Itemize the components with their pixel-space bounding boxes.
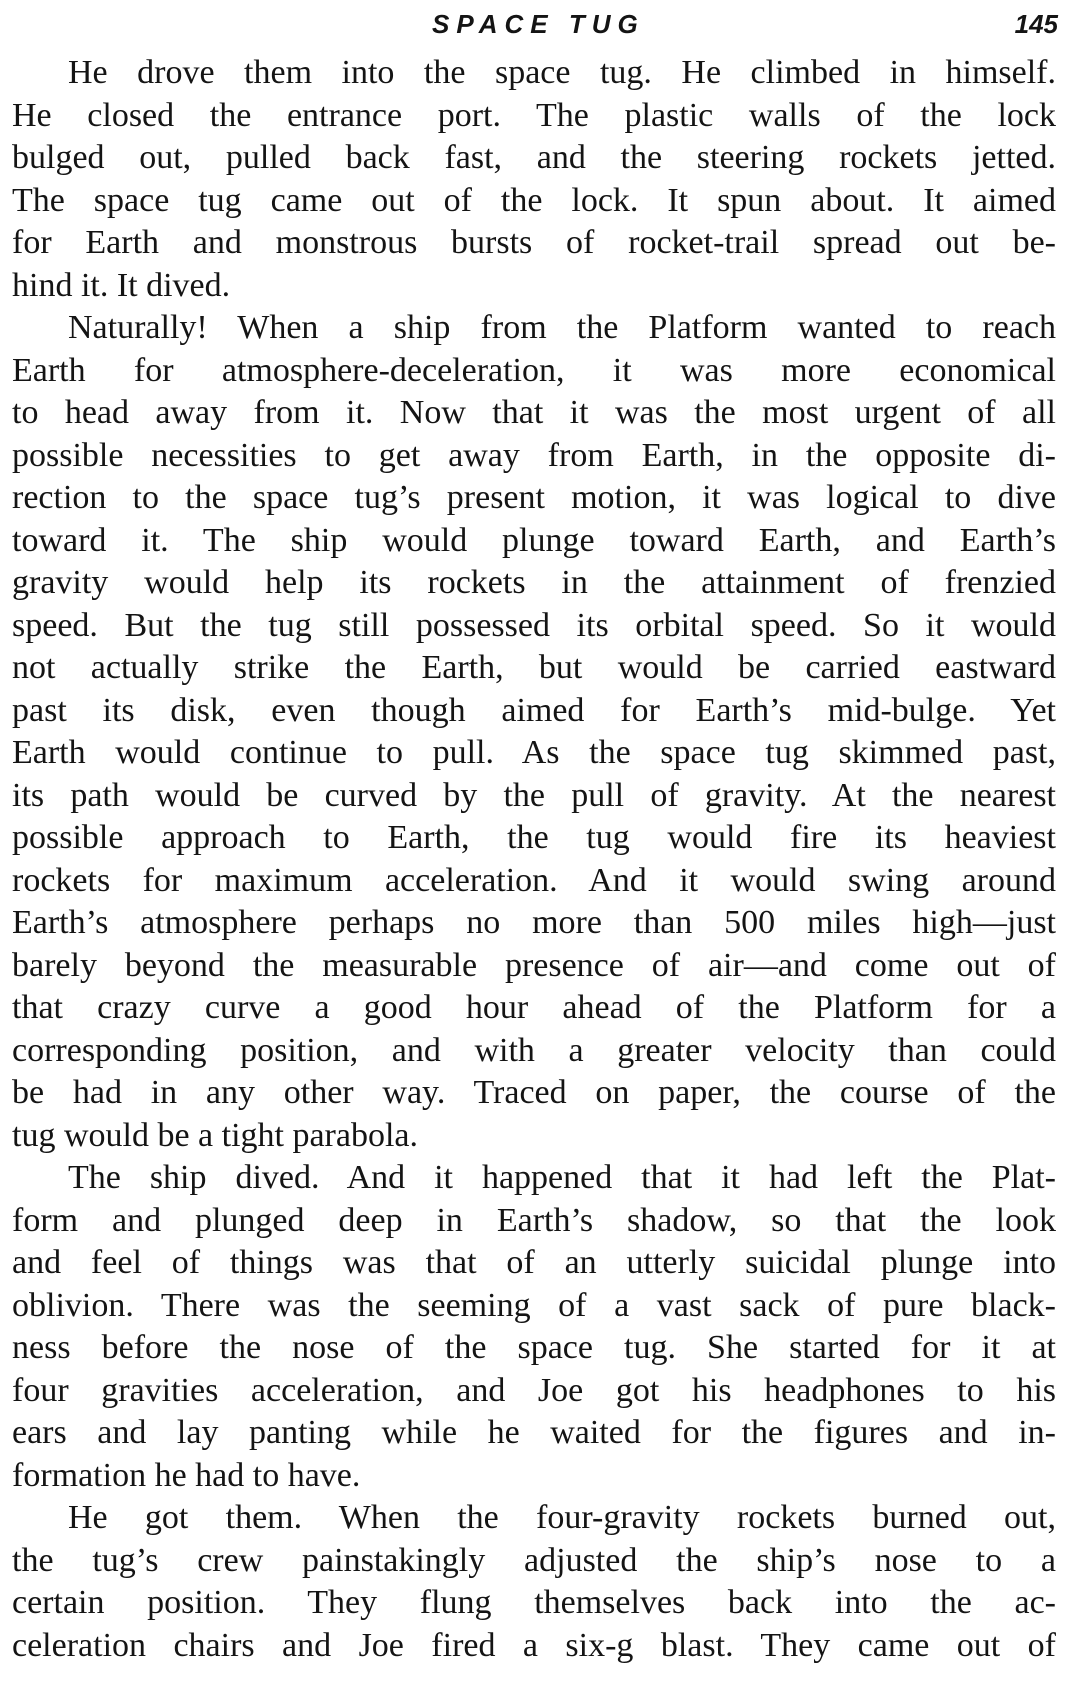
text-line: speed. But the tug still possessed its orbital speed. So it would <box>12 606 1056 644</box>
text-line: The ship dived. And it happened that it had left the Plat- <box>68 1159 1056 1196</box>
text-line: ness before the nose of the space tug. She started for it at <box>12 1329 1056 1366</box>
text-line: bulged out, pulled back fast, and the steering rockets jetted. <box>12 139 1056 176</box>
text-line: barely beyond the measurable presence of air—and come out of <box>12 946 1056 984</box>
text-line: rection to the space tug’s present motion, it was logical to dive <box>12 479 1056 516</box>
text-line: toward it. The ship would plunge toward Earth, and Earth’s <box>12 521 1056 559</box>
text-line: Earth would continue to pull. As the space tug skimmed past, <box>12 734 1056 771</box>
text-line: rockets for maximum acceleration. And it would swing around <box>12 861 1056 899</box>
text-line: four gravities acceleration, and Joe got his headphones to his <box>12 1371 1056 1409</box>
text-line: the tug’s crew painstakingly adjusted the ship’s nose to a <box>12 1541 1056 1579</box>
text-line: He closed the entrance port. The plastic walls of the lock <box>12 96 1056 134</box>
text-line: gravity would help its rockets in the attainment of frenzied <box>12 564 1056 601</box>
text-line: past its disk, even though aimed for Earth’s mid-bulge. Yet <box>12 691 1056 729</box>
text-line: that crazy curve a good hour ahead of the Platform for a <box>12 989 1056 1026</box>
text-line: possible approach to Earth, the tug would fire its heaviest <box>12 819 1056 856</box>
running-title: SPACE TUG <box>432 9 645 39</box>
text-line: He got them. When the four-gravity rockets burned out, <box>68 1499 1056 1536</box>
text-line: Earth for atmosphere-deceleration, it was more economical <box>12 351 1056 389</box>
text-line: Earth’s atmosphere perhaps no more than 500 miles high—just <box>12 904 1056 941</box>
text-line: tug would be a tight parabola. <box>12 1116 419 1154</box>
paragraph-4 <box>12 1497 1056 1667</box>
paragraph-3 <box>12 1157 1056 1497</box>
text-line: and feel of things was that of an utterly suicidal plunge into <box>12 1244 1056 1281</box>
text-line: ears and lay panting while he waited for the figures and in- <box>12 1414 1056 1451</box>
text-line: oblivion. There was the seeming of a vast sack of pure black- <box>12 1286 1056 1324</box>
text-line: possible necessities to get away from Earth, in the opposite di- <box>12 436 1056 474</box>
text-line: He drove them into the space tug. He climbed in himself. <box>68 54 1056 91</box>
page-number: 145 <box>1014 9 1058 39</box>
text-line: formation he had to have. <box>12 1456 361 1494</box>
text-line: celeration chairs and Joe fired a six-g blast. They came out of <box>12 1626 1056 1664</box>
text-line: be had in any other way. Traced on paper, the course of the <box>12 1074 1056 1111</box>
text-line: for Earth and monstrous bursts of rocket-trail spread out be- <box>12 224 1056 261</box>
text-line: corresponding position, and with a greater velocity than could <box>12 1031 1056 1069</box>
paragraph-2 <box>12 307 1056 1157</box>
text-line: to head away from it. Now that it was the most urgent of all <box>12 394 1056 431</box>
text-line: certain position. They flung themselves back into the ac- <box>12 1584 1056 1621</box>
text-line: Naturally! When a ship from the Platform wanted to reach <box>68 309 1056 346</box>
text-line: not actually strike the Earth, but would be carried eastward <box>12 649 1056 686</box>
text-line: its path would be curved by the pull of gravity. At the nearest <box>12 776 1056 814</box>
body-text <box>12 52 1056 1667</box>
text-line: form and plunged deep in Earth’s shadow, so that the look <box>12 1201 1056 1239</box>
paragraph-1 <box>12 52 1056 307</box>
running-head <box>0 4 1070 44</box>
text-line: The space tug came out of the lock. It spun about. It aimed <box>12 181 1056 219</box>
text-line: hind it. It dived. <box>12 266 231 304</box>
